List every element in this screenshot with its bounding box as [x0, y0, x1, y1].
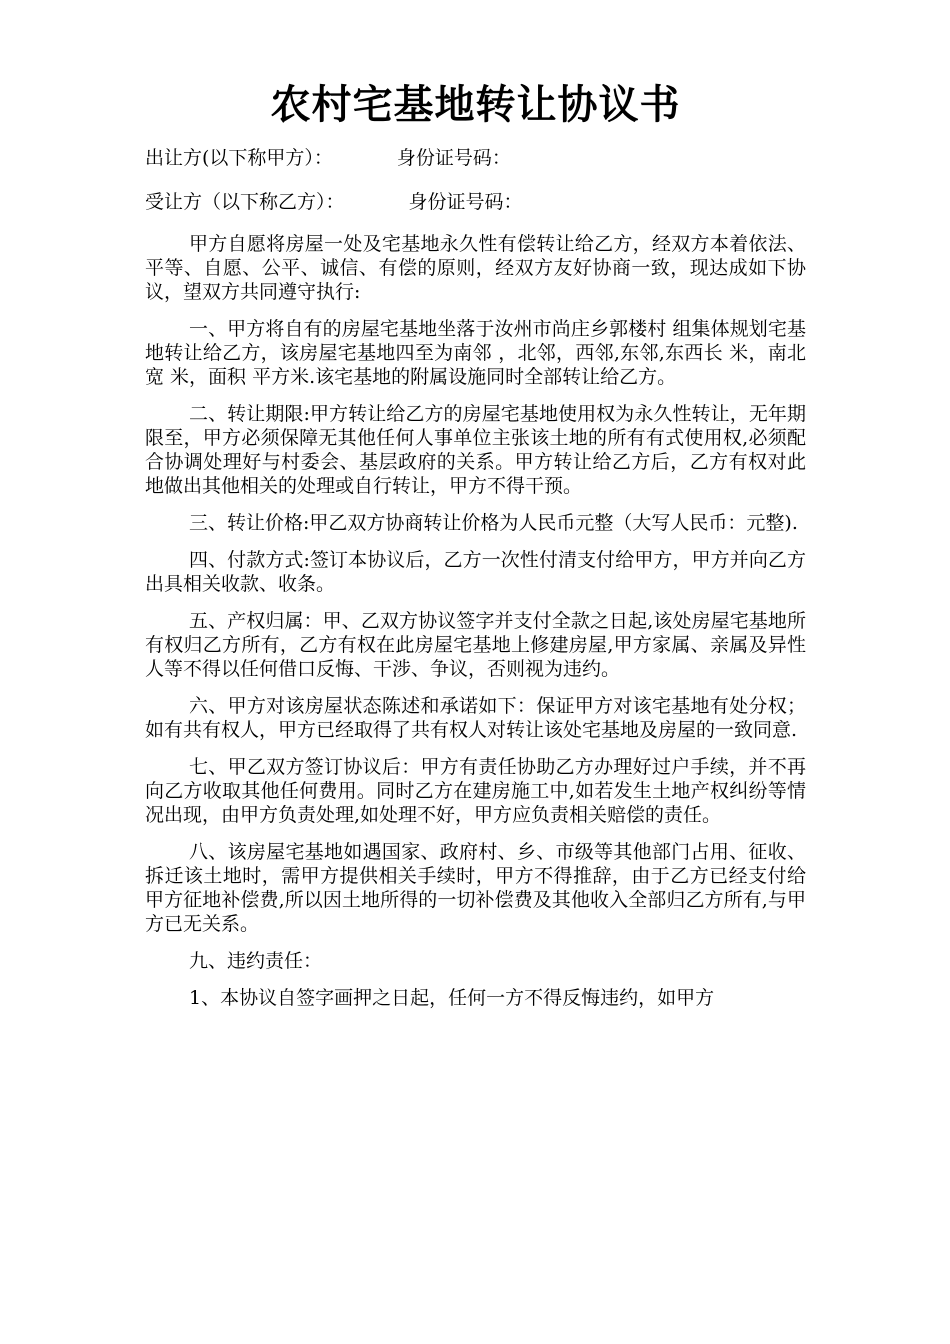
clause-9-item-1: 1、本协议自签字画押之日起，任何一方不得反悔违约，如甲方: [189, 987, 715, 1009]
party-b-line: [145, 188, 806, 216]
clause-8-compensation: 八、该房屋宅基地如遇国家、政府村、乡、市级等其他部门占用、征收、拆迁该土地时，需甲方提供相关手续时，甲方不得推辞，由于乙方已经支付给甲方征地补偿费,所以因土地所得的一切补偿费及其他收入全部归乙方所有,与甲方已无关系。: [145, 841, 806, 935]
clause-3-price: 三、转让价格:甲乙双方协商转让价格为人民币元整（大写人民币：元整).: [189, 512, 798, 534]
party-b-label: 受让方（以下称乙方）：: [145, 191, 345, 213]
party-a-label: 出让方(以下称甲方）：: [145, 147, 333, 169]
document-title: 农村宅基地转让协议书: [270, 81, 681, 128]
clause-5-ownership: 五、产权归属：甲、乙双方协议签字并支付全款之日起,该处房屋宅基地所有权归乙方所有，乙方有权在此房屋宅基地上修建房屋,甲方家属、亲属及异性人等不得以任何借口反悔、干涉、争议，否则视为违约。: [145, 610, 806, 680]
clause-1-location: 一、甲方将自有的房屋宅基地坐落于汝州市尚庄乡郭楼村 组集体规划宅基地转让给乙方，该房屋宅基地四至为南邻 ，北邻，西邻,东邻,东西长 米，南北宽 米，面积 平方米.该宅基地的附属设施同时全部转让给乙方。: [145, 318, 806, 388]
clause-2-term: 二、转让期限:甲方转让给乙方的房屋宅基地使用权为永久性转让，无年期限至，甲方必须保障无其他任何人事单位主张该土地的所有有式使用权,必须配合协调处理好与村委会、基层政府的关系。甲方转让给乙方后，乙方有权对此地做出其他相关的处理或自行转让，甲方不得干预。: [145, 403, 806, 497]
clause-9-heading: 九、违约责任：: [189, 950, 323, 972]
preamble-paragraph: 甲方自愿将房屋一处及宅基地永久性有偿转让给乙方，经双方本着依法、平等、自愿、公平、诚信、有偿的原则，经双方友好协商一致，现达成如下协议，望双方共同遵守执行:: [145, 233, 806, 303]
party-a-line: [145, 144, 806, 172]
clause-4-payment: 四、付款方式:签订本协议后，乙方一次性付清支付给甲方，甲方并向乙方出具相关收款、收条。: [145, 549, 806, 595]
party-b-id-label: 身份证号码：: [408, 191, 523, 213]
party-a-id-label: 身份证号码：: [396, 147, 511, 169]
clause-6-commitment: 六、甲方对该房屋状态陈述和承诺如下：保证甲方对该宅基地有处分权；如有共有权人，甲方已经取得了共有权人对转让该处宅基地及房屋的一致同意.: [145, 695, 806, 741]
clause-7-transfer: 七、甲乙双方签订协议后：甲方有责任协助乙方办理好过户手续，并不再向乙方收取其他任何费用。同时乙方在建房施工中,如若发生土地产权纠纷等情况出现，由甲方负责处理,如处理不好，甲方应负责相关赔偿的责任。: [145, 756, 806, 826]
